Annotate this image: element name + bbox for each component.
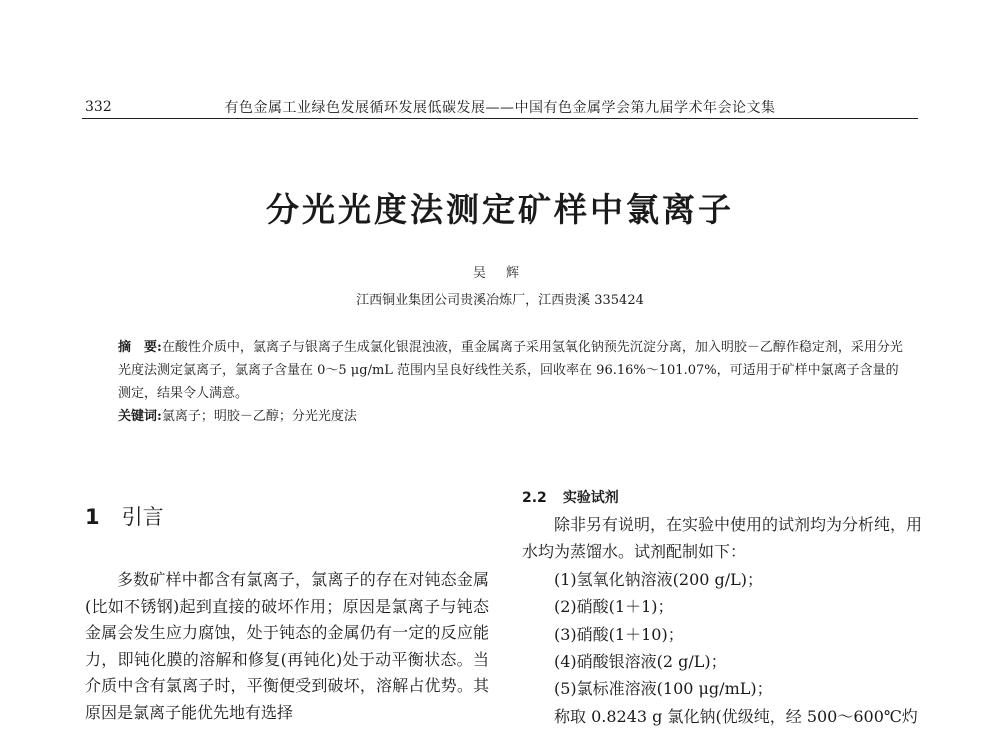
abstract-block <box>118 336 908 428</box>
reagent-item: (4)硝酸银溶液(2 g/L)； <box>554 652 727 672</box>
header-rule <box>82 118 918 119</box>
author: 吴 辉 <box>472 266 528 281</box>
section-1-paragraph: 多数矿样中都含有氯离子，氯离子的存在对钝态金属(比如不锈钢)起到直接的破坏作用；原因是氯离子与钝态金属会发生应力腐蚀，处于钝态的金属仍有一定的反应能力，即钝化膜的溶解和修复(再钝化)处于动平衡状态。当介质中含有氯离子时，平衡便受到破坏，溶解占优势。其原因是氯离子能优先地有选择 <box>85 570 489 722</box>
reagent-item: (3)硝酸(1＋10)； <box>554 624 684 644</box>
page-number: 332 <box>85 99 112 115</box>
article-title: 分光光度法测定矿样中氯离子 <box>266 190 734 229</box>
running-title: 有色金属工业绿色发展循环发展低碳发展——中国有色金属学会第九届学术年会论文集 <box>224 100 776 116</box>
keywords-paragraph <box>118 405 908 428</box>
keywords-text: 氯离子；明胶－乙醇；分光光度法 <box>161 409 357 424</box>
section-2-2-heading <box>522 487 619 507</box>
section-2-2-body <box>522 511 932 730</box>
section-2-2-title: 实验试剂 <box>562 490 619 506</box>
section-1-number: 1 <box>85 505 100 529</box>
abstract-text: 在酸性介质中，氯离子与银离子生成氯化银混浊液，重金属离子采用氢氧化钠预先沉淀分离，加入明胶－乙醇作稳定剂，采用分光光度法测定氯离子，氯离子含量在 0～5 μg/mL 范围内呈良好线性关系，回收率在 96.16%～101.07%，可适用于矿样中氯离子含量的测定，结果令人满意。 <box>118 340 903 401</box>
reagent-item: (5)氯标准溶液(100 μg/mL)； <box>554 679 773 699</box>
section-2-2-number: 2.2 <box>522 490 547 506</box>
reagent-item: (1)氢氧化钠溶液(200 g/L)； <box>554 569 764 589</box>
reagent-preparation-text: 称取 0.8243 g 氯化钠(优级纯，经 500～600℃灼 <box>554 706 918 726</box>
reagent-item: (2)硝酸(1＋1)； <box>554 597 674 617</box>
section-1-title: 引言 <box>121 505 164 529</box>
abstract-paragraph <box>118 336 908 405</box>
section-2-2-intro: 除非另有说明，在实验中使用的试剂均为分析纯，用水均为蒸馏水。试剂配制如下： <box>522 515 923 562</box>
section-1-heading <box>85 501 164 531</box>
affiliation: 江西铜业集团公司贵溪冶炼厂，江西贵溪 335424 <box>356 293 644 308</box>
keywords-label: 关键词: <box>118 409 162 424</box>
section-1-body <box>85 567 489 727</box>
abstract-label: 摘 要: <box>118 340 162 355</box>
